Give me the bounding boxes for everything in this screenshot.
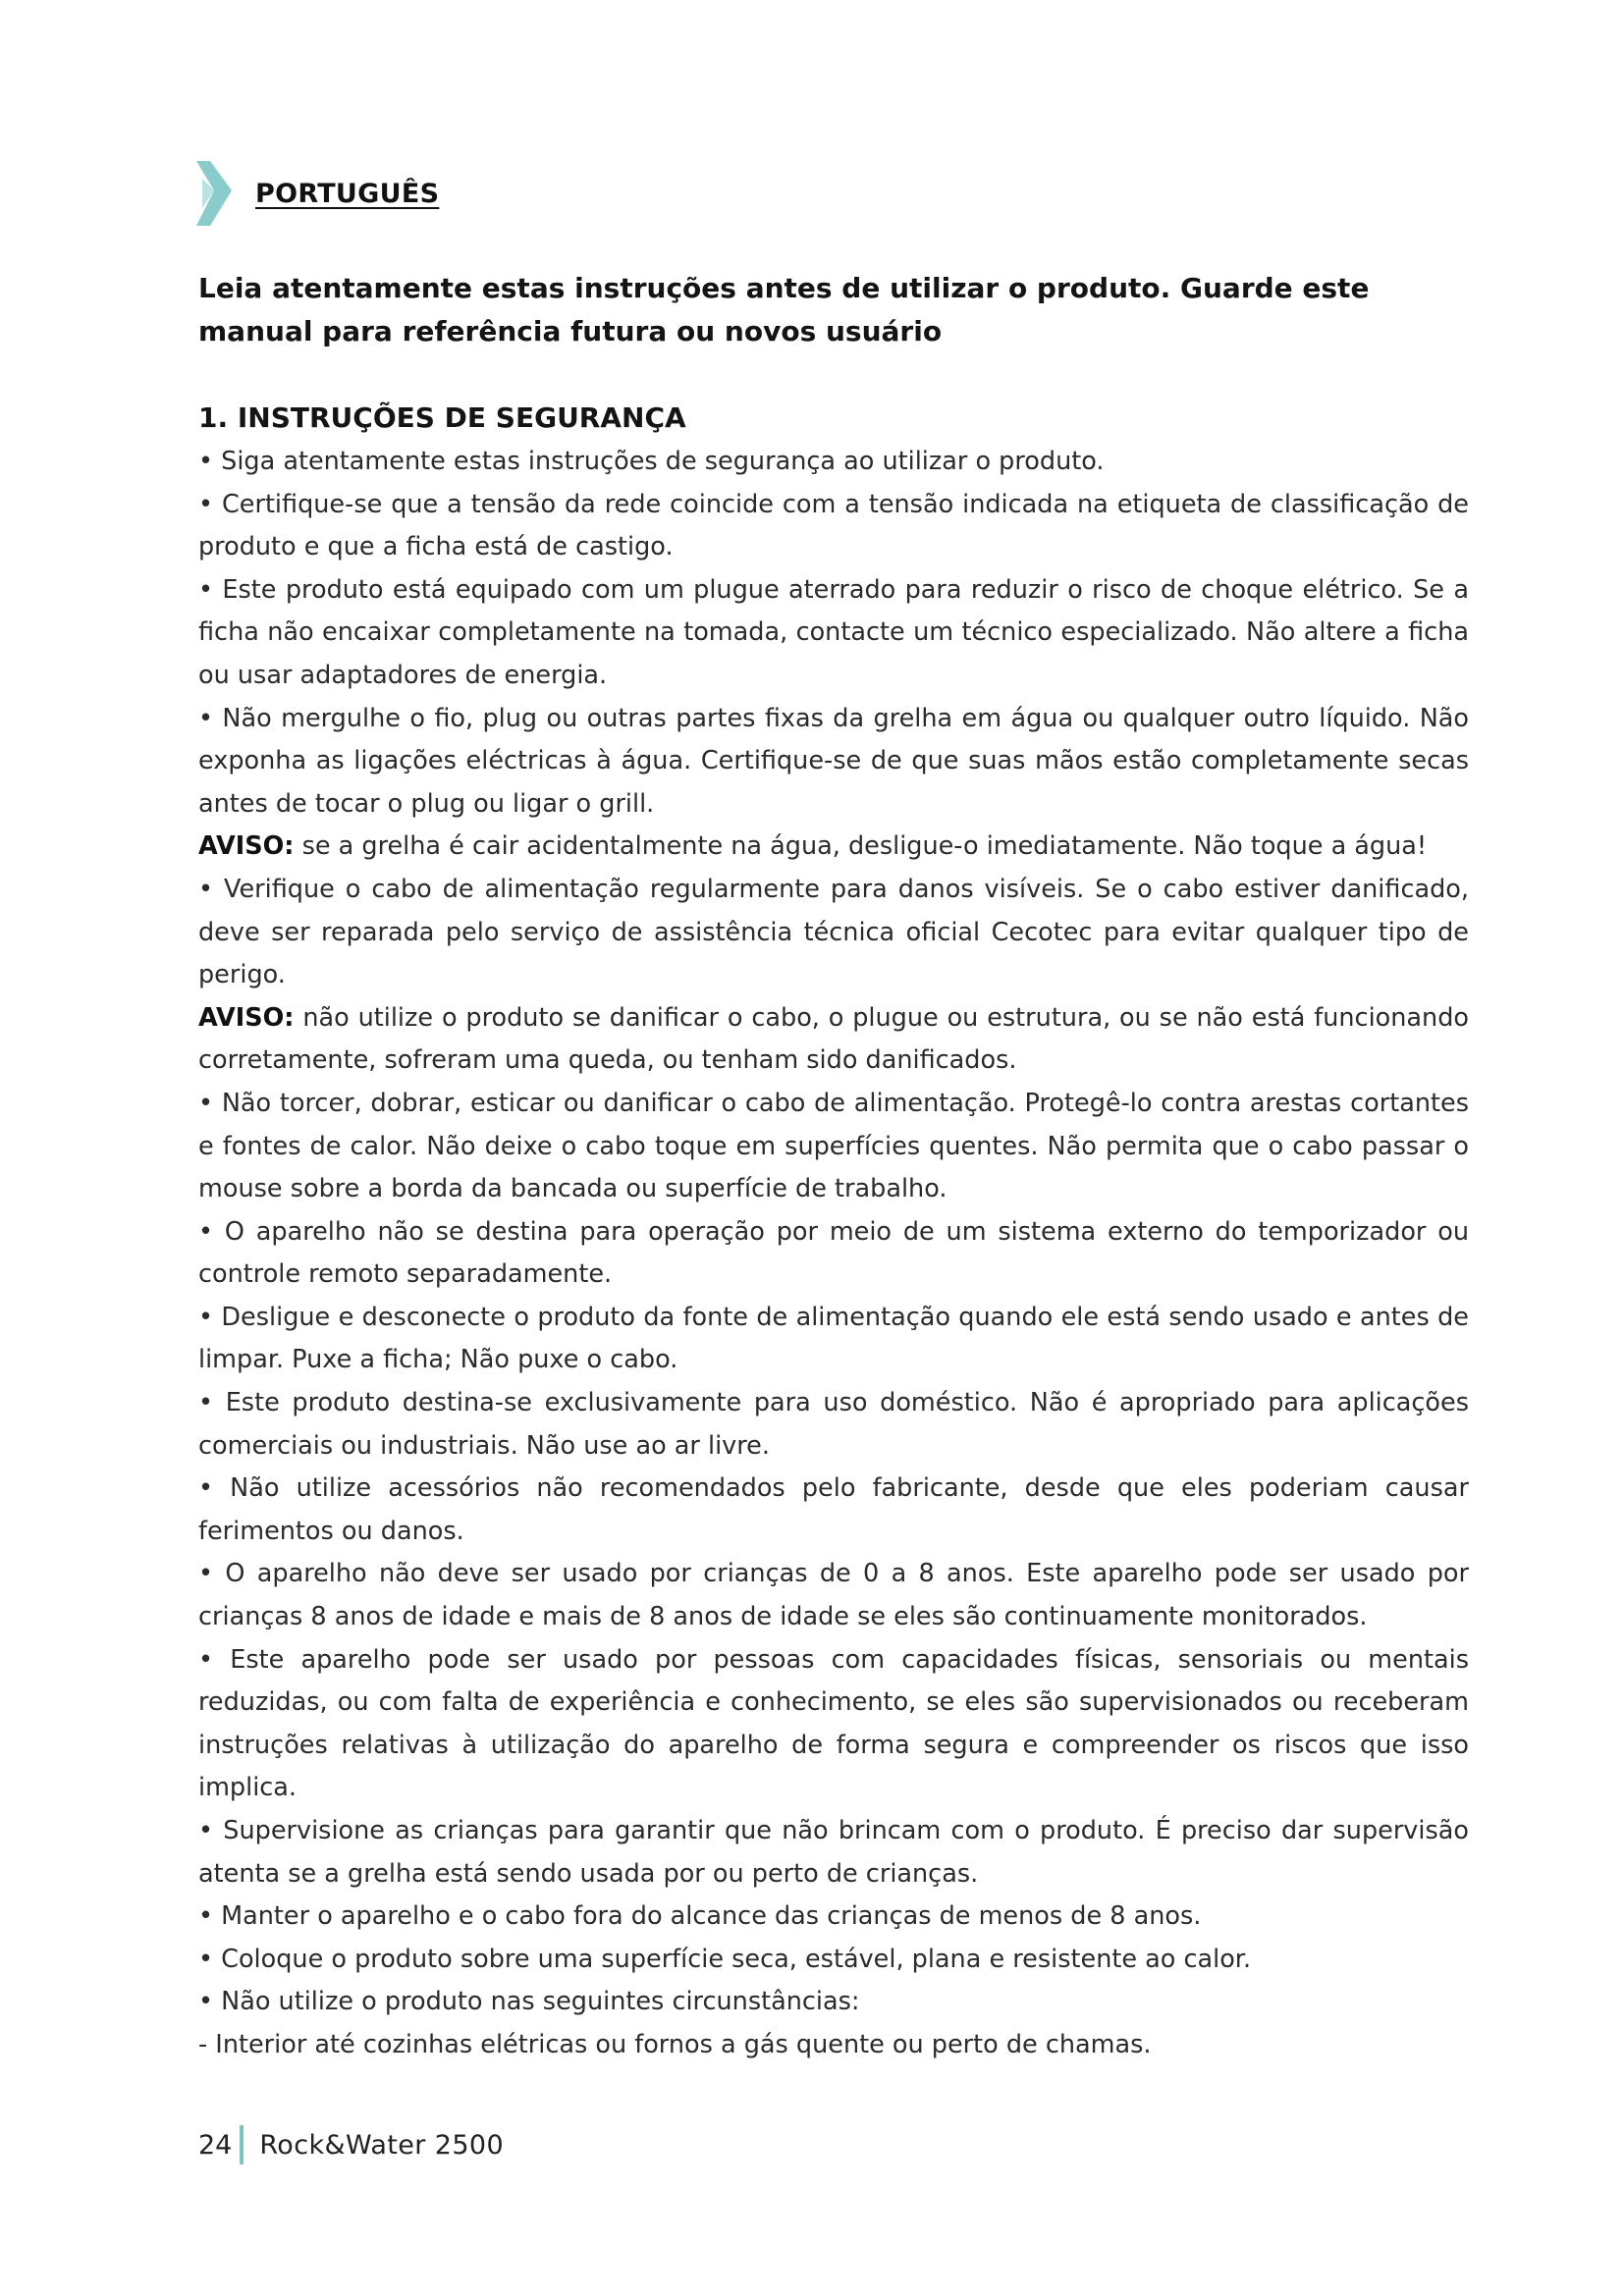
instruction-paragraph	[198, 1981, 1469, 2024]
page-number: 24	[198, 2129, 233, 2161]
section-title: 1. INSTRUÇÕES DE SEGURANÇA	[198, 401, 686, 434]
safety-instructions	[198, 441, 1469, 2067]
instruction-text: • Supervisione as crianças para garantir que não brincam com o produto. É preciso dar supervisão atenta se a grelha está sendo usada por ou perto de crianças.	[198, 1816, 1469, 1889]
instruction-paragraph	[198, 1896, 1469, 1939]
instruction-text: • Não utilize acessórios não recomendados pelo fabricante, desde que eles poderiam causar ferimentos ou danos.	[198, 1473, 1469, 1546]
page-footer	[198, 2122, 504, 2167]
instruction-text: • Coloque o produto sobre uma superfície seca, estável, plana e resistente ao calor.	[198, 1944, 1252, 1974]
warning-label: AVISO:	[198, 1002, 295, 1033]
instruction-text: • Este aparelho pode ser usado por pessoas com capacidades físicas, sensoriais ou mentais reduzidas, ou com falta de experiência e conhecimento, se eles são supervisionados ou receberam instruções relativas à utilização do aparelho de forma segura e compreender os riscos que isso implica.	[198, 1644, 1469, 1803]
instruction-text: • Verifique o cabo de alimentação regularmente para danos visíveis. Se o cabo estiver danificado, deve ser reparada pelo serviço de assistência técnica oficial Cecotec para evitar qualquer tipo de perigo.	[198, 874, 1469, 990]
product-name: Rock&Water 2500	[259, 2129, 505, 2161]
instruction-paragraph	[198, 698, 1469, 827]
instruction-text: • Manter o aparelho e o cabo fora do alcance das crianças de menos de 8 anos.	[198, 1901, 1202, 1932]
instruction-paragraph	[198, 1639, 1469, 1810]
instruction-text: • Siga atentamente estas instruções de segurança ao utilizar o produto.	[198, 447, 1105, 476]
instruction-paragraph	[198, 2024, 1469, 2067]
instruction-paragraph	[198, 1939, 1469, 1982]
language-header	[196, 159, 439, 228]
instruction-paragraph	[198, 1211, 1469, 1297]
language-title: PORTUGUÊS	[255, 178, 440, 209]
teal-chevron-icon	[196, 161, 232, 226]
instruction-text: • O aparelho não deve ser usado por crianças de 0 a 8 anos. Este aparelho pode ser usado por crianças 8 anos de idade e mais de 8 anos de idade se eles são continuamente monitorados.	[198, 1559, 1469, 1632]
instruction-text: se a grelha é cair acidentalmente na água, desligue-o imediatamente. Não toque a água!	[294, 831, 1428, 862]
instruction-text: • Não torcer, dobrar, esticar ou danificar o cabo de alimentação. Protegê-lo contra arestas cortantes e fontes de calor. Não deixe o cabo toque em superfícies quentes. Não permita que o cabo passar o mouse sobre a borda da bancada ou superfície de trabalho.	[198, 1088, 1469, 1204]
intro-text: Leia atentamente estas instruções antes de utilizar o produto. Guarde este manual para referência futura ou novos usuário	[198, 272, 1370, 347]
instruction-paragraph	[198, 569, 1469, 698]
instruction-text: não utilize o produto se danificar o cabo, o plugue ou estrutura, ou se não está funcionando corretamente, sofreram uma queda, ou tenham sido danificados.	[198, 1002, 1469, 1076]
warning-label: AVISO:	[198, 831, 295, 862]
instruction-paragraph	[198, 441, 1469, 484]
instruction-paragraph	[198, 1553, 1469, 1638]
instruction-paragraph	[198, 484, 1469, 569]
instruction-text: • Não mergulhe o fio, plug ou outras partes fixas da grelha em água ou qualquer outro líquido. Não exponha as ligações eléctricas à água. Certifique-se de que suas mãos estão completamente secas antes de tocar o plug ou ligar o grill.	[198, 703, 1469, 819]
instruction-text: • Desligue e desconecte o produto da fonte de alimentação quando ele está sendo usado e antes de limpar. Puxe a ficha; Não puxe o cabo.	[198, 1302, 1469, 1375]
instruction-text: • O aparelho não se destina para operação por meio de um sistema externo do temporizador ou controle remoto separadamente.	[198, 1216, 1469, 1290]
instruction-paragraph	[198, 826, 1469, 869]
footer-divider	[240, 2125, 244, 2164]
instruction-text: • Certifique-se que a tensão da rede coincide com a tensão indicada na etiqueta de classificação de produto e que a ficha está de castigo.	[198, 489, 1469, 562]
instruction-paragraph	[198, 1297, 1469, 1382]
instruction-text: - Interior até cozinhas elétricas ou fornos a gás quente ou perto de chamas.	[198, 2029, 1152, 2059]
instruction-text: • Não utilize o produto nas seguintes circunstâncias:	[198, 1987, 860, 2017]
instruction-paragraph	[198, 1083, 1469, 1211]
instruction-paragraph	[198, 997, 1469, 1083]
instruction-paragraph	[198, 1468, 1469, 1553]
instruction-paragraph	[198, 1382, 1469, 1468]
instruction-text: • Este produto destina-se exclusivamente para uso doméstico. Não é apropriado para aplicações comerciais ou industriais. Não use ao ar livre.	[198, 1388, 1469, 1461]
instruction-paragraph	[198, 869, 1469, 997]
instruction-paragraph	[198, 1810, 1469, 1896]
instruction-text: • Este produto está equipado com um plugue aterrado para reduzir o risco de choque elétrico. Se a ficha não encaixar completamente na tomada, contacte um técnico especializado. Não altere a ficha ou usar adaptadores de energia.	[198, 574, 1469, 690]
